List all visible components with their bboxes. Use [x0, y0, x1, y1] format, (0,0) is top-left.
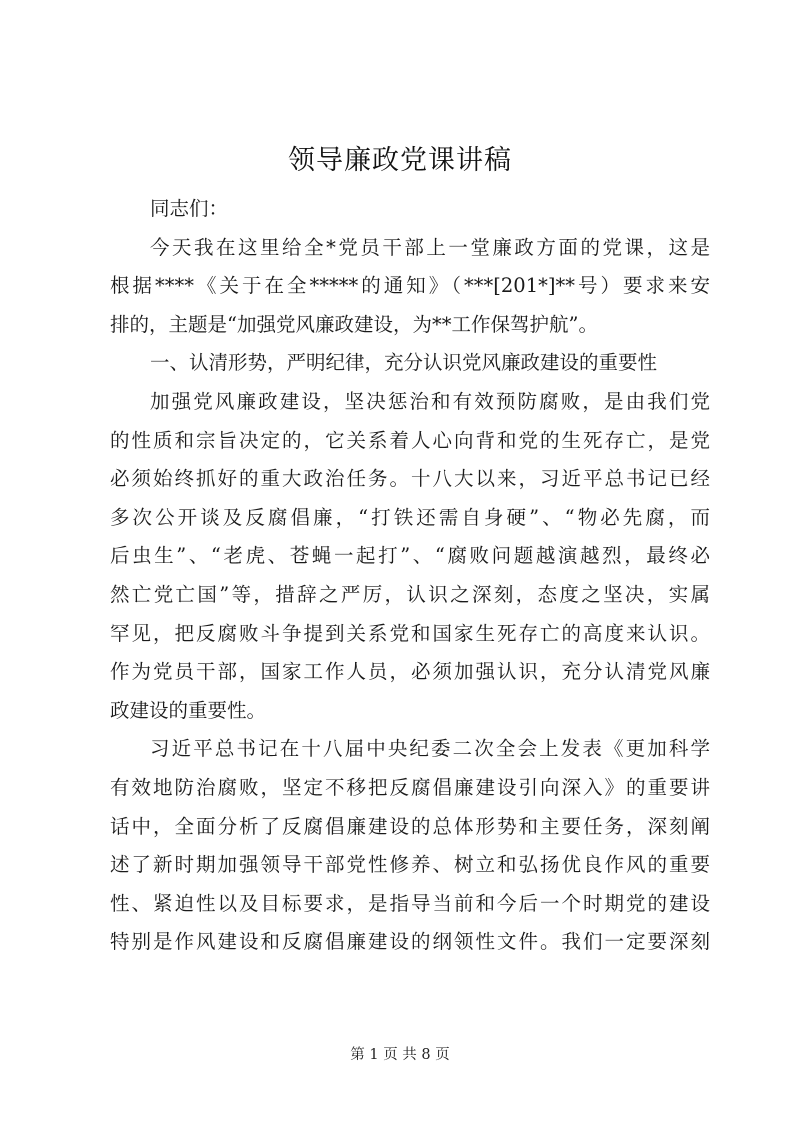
- paragraph-line: 特别是作风建设和反腐倡廉建设的纲领性文件。我们一定要深刻: [110, 930, 710, 954]
- paragraph-line: 有效地防治腐败，坚定不移把反腐倡廉建设引向深入》的重要讲: [110, 775, 710, 799]
- paragraph-line: 多次公开谈及反腐倡廉，“打铁还需自身硬”、“物必先腐，而: [110, 505, 710, 529]
- paragraph-line: 排的，主题是“加强党风廉政建设，为**工作保驾护航”。: [110, 312, 598, 336]
- document-body: [110, 190, 710, 962]
- page-number-footer: 第 1 页 共 8 页: [350, 1047, 450, 1063]
- salutation-line: 同志们：: [150, 197, 229, 220]
- section-heading: 一、认清形势，严明纪律，充分认识党风廉政建设的重要性: [150, 351, 658, 375]
- paragraph-line: 述了新时期加强领导干部党性修养、树立和弘扬优良作风的重要: [110, 853, 710, 877]
- paragraph-line: 必须始终抓好的重大政治任务。十八大以来，习近平总书记已经: [110, 467, 710, 491]
- paragraph-line: 话中，全面分析了反腐倡廉建设的总体形势和主要任务，深刻阐: [110, 814, 710, 838]
- paragraph-line: 然亡党亡国”等，措辞之严厉，认识之深刻，态度之坚决，实属: [110, 582, 710, 606]
- paragraph-line: 罕见，把反腐败斗争提到关系党和国家生死存亡的高度来认识。: [110, 621, 710, 645]
- paragraph-line: 政建设的重要性。: [110, 698, 267, 722]
- paragraph-line: 今天我在这里给全*党员干部上一堂廉政方面的党课，这是: [150, 235, 710, 259]
- paragraph-line: 后虫生”、“老虎、苍蝇一起打”、“腐败问题越演越烈，最终必: [110, 544, 710, 568]
- paragraph-line: 加强党风廉政建设，坚决惩治和有效预防腐败，是由我们党: [150, 389, 710, 413]
- paragraph-line: 根据****《关于在全*****的通知》（***[201*]**号）要求来安: [110, 274, 710, 298]
- paragraph-line: 性、紧迫性以及目标要求，是指导当前和今后一个时期党的建设: [110, 891, 710, 915]
- paragraph-line: 作为党员干部，国家工作人员，必须加强认识，充分认清党风廉: [110, 660, 710, 684]
- paragraph-line: 的性质和宗旨决定的，它关系着人心向背和党的生死存亡，是党: [110, 428, 710, 452]
- document-title: 领导廉政党课讲稿: [288, 145, 512, 176]
- paragraph-line: 习近平总书记在十八届中央纪委二次全会上发表《更加科学: [150, 737, 710, 761]
